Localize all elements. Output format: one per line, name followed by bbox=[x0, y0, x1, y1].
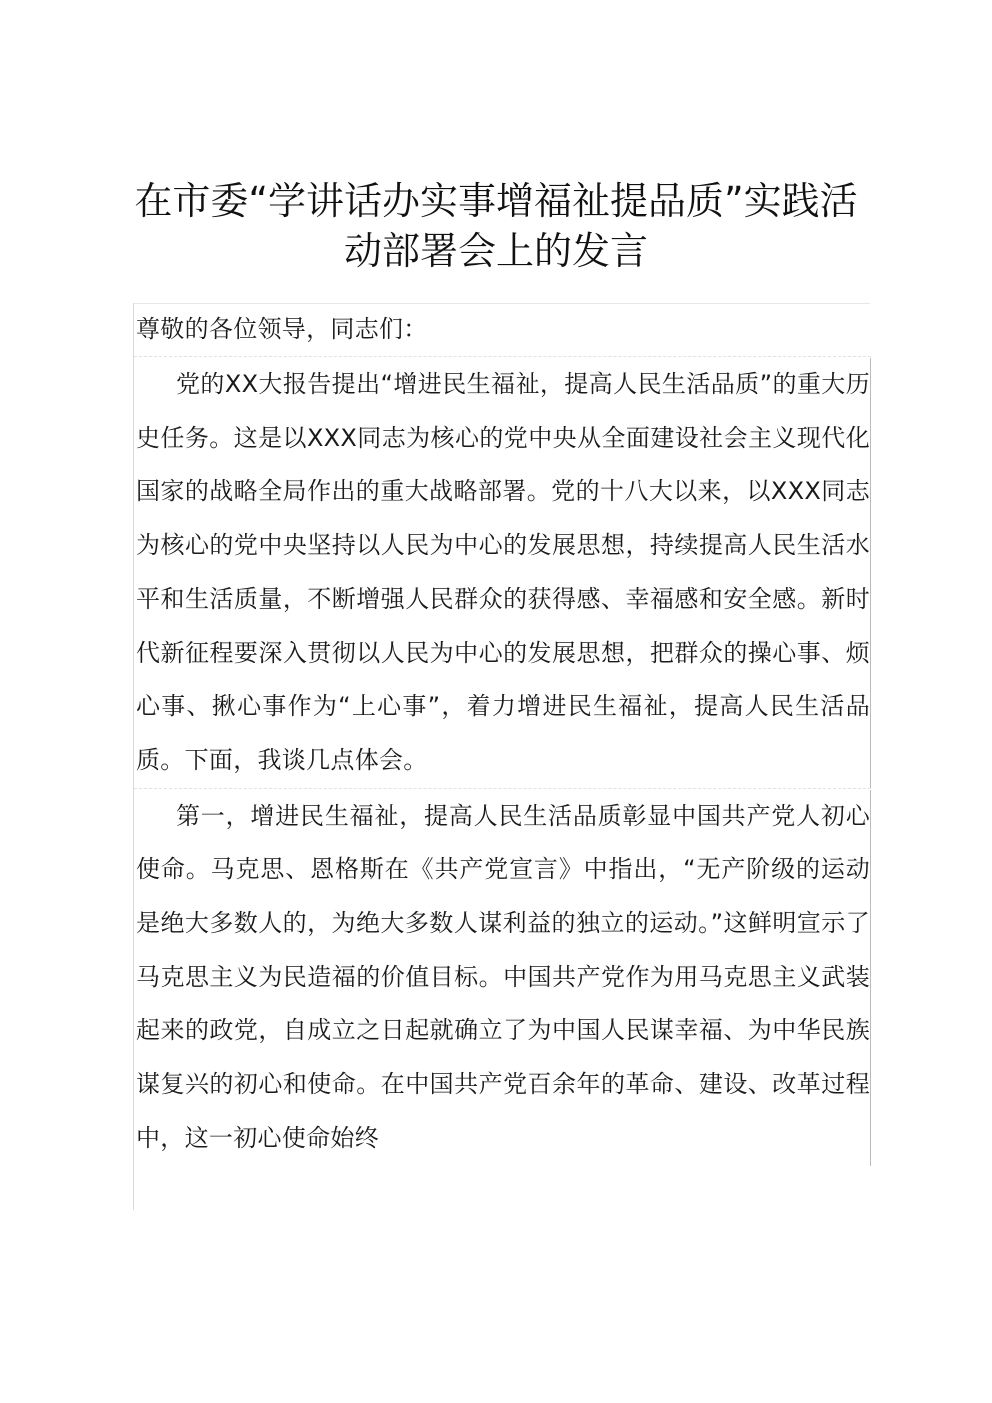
greeting: 尊敬的各位领导，同志们： bbox=[136, 315, 428, 343]
document-title: 在市委“学讲话办实事增福祉提品质”实践活动部署会上的发言 bbox=[134, 179, 858, 273]
document-body bbox=[133, 303, 871, 1210]
paragraph-2: 第一，增进民生福祉，提高人民生活品质彰显中国共产党人初心使命。马克思、恩格斯在《共产党宣言》中指出，“无产阶级的运动是绝大多数人的，为绝大多数人谋利益的独立的运动。”这鲜明宣示了马克思主义为民造福的价值目标。中国共产党作为用马克思主义武装起来的政党，自成立之日起就确立了为中国人民谋幸福、为中华民族谋复兴的初心和使命。在中国共产党百余年的革命、建设、改革过程中，这一初心使命始终 bbox=[134, 790, 871, 1166]
paragraph-1: 党的XX大报告提出“增进民生福祉，提高人民生活品质”的重大历史任务。这是以XXX同志为核心的党中央从全面建设社会主义现代化国家的战略全局作出的重大战略部署。党的十八大以来，以XXX同志为核心的党中央坚持以人民为中心的发展思想，持续提高人民生活水平和生活质量，不断增强人民群众的获得感、幸福感和安全感。新时代新征程要深入贯彻以人民为中心的发展思想，把群众的操心事、烦心事、揪心事作为“上心事”，着力增进民生福祉，提高人民生活品质。下面，我谈几点体会。 bbox=[134, 358, 871, 788]
